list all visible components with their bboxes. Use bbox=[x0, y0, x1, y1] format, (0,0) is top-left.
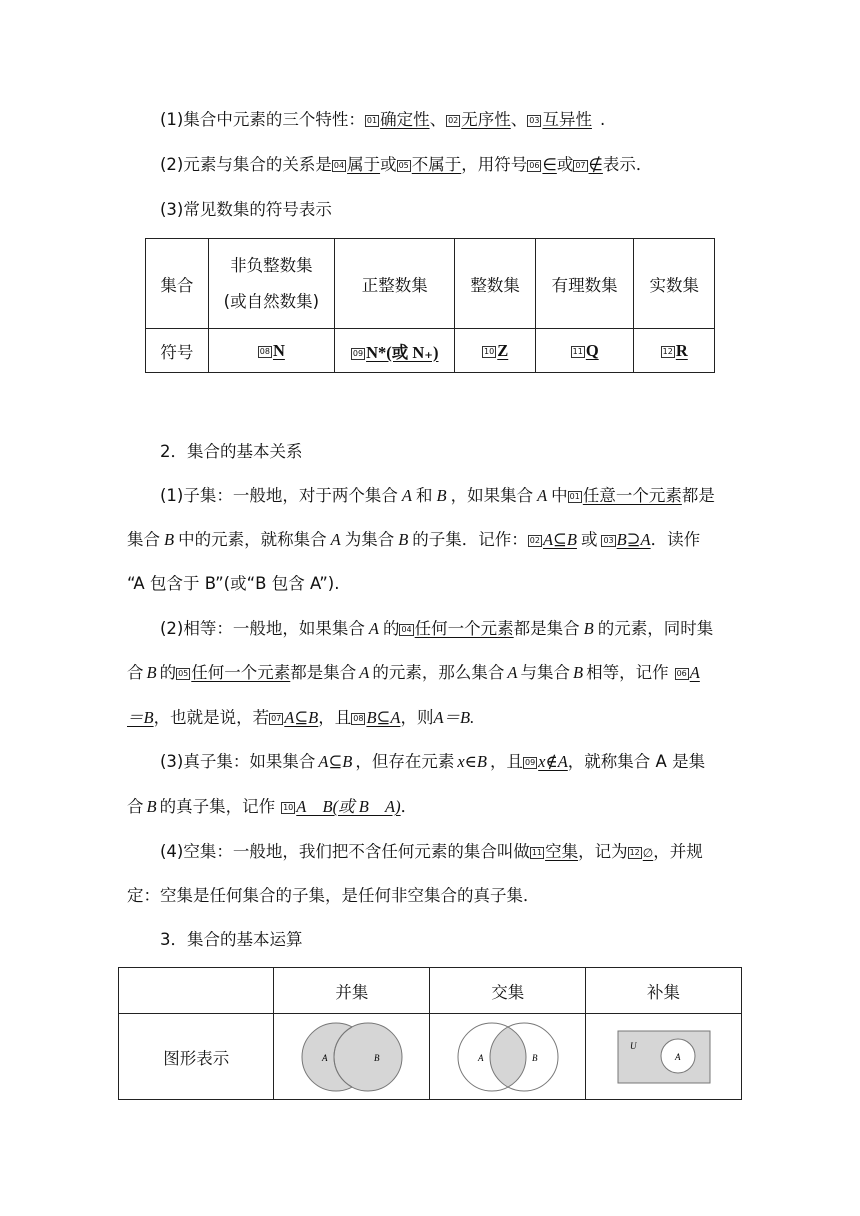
text: ，记为 bbox=[578, 842, 628, 861]
text: (1)集合中元素的三个特性： bbox=[160, 110, 365, 129]
row-label-set: 集合 bbox=[146, 239, 209, 329]
answer-empty-set: 空集 bbox=[545, 842, 579, 861]
table-row bbox=[146, 329, 715, 373]
label-b: B bbox=[531, 1052, 538, 1063]
answer-any-element: 任何一个元素 bbox=[191, 663, 291, 682]
answer-certainty: 确定性 bbox=[380, 110, 430, 129]
marker-09: 09 bbox=[524, 758, 536, 767]
section-title-relations: 2．集合的基本关系 bbox=[160, 442, 303, 461]
text: (2)相等：一般地，如果集合 bbox=[160, 619, 365, 638]
text: 相等，记作 bbox=[586, 663, 669, 682]
equality-line-2 bbox=[127, 661, 700, 685]
union-diagram-cell bbox=[274, 1014, 430, 1100]
symbol-not-in: ∉ bbox=[588, 155, 603, 174]
union-venn-diagram bbox=[292, 1019, 412, 1095]
set-properties-line bbox=[160, 108, 605, 132]
marker-11: 11 bbox=[531, 848, 543, 857]
table-row bbox=[119, 968, 742, 1014]
symbol-cell bbox=[535, 329, 633, 373]
answer-x-not-in-a: x∉A bbox=[538, 752, 568, 771]
text: ，则 bbox=[400, 708, 434, 727]
text: 中 bbox=[551, 486, 568, 505]
marker-02: 02 bbox=[529, 536, 540, 545]
symbol-cell bbox=[455, 329, 536, 373]
text: 的元素，那么集合 bbox=[372, 663, 505, 682]
subset-reading: “A 包含于 B”(或“B 包含 A”). bbox=[127, 574, 340, 593]
text: ，且 bbox=[318, 708, 352, 727]
answer-not-belongs: 不属于 bbox=[411, 155, 462, 174]
var: B bbox=[146, 663, 157, 682]
symbol-cell bbox=[335, 329, 455, 373]
header-line: (或自然数集) bbox=[223, 291, 320, 311]
answer-belongs: 属于 bbox=[347, 155, 381, 174]
symbol-in: ∈ bbox=[542, 155, 557, 174]
marker-02: 02 bbox=[448, 116, 459, 125]
marker-01: 01 bbox=[366, 116, 378, 125]
marker-12: 12 bbox=[662, 346, 673, 356]
answer-b-subset-a: B⊆A bbox=[366, 708, 401, 727]
header-empty bbox=[119, 968, 274, 1014]
marker-05: 05 bbox=[398, 161, 409, 170]
header-positive-integers: 正整数集 bbox=[335, 239, 455, 329]
marker-03: 03 bbox=[603, 536, 614, 545]
text: 集合 bbox=[127, 530, 160, 549]
symbol-z: Z bbox=[497, 340, 509, 360]
marker-04: 04 bbox=[333, 161, 345, 170]
symbol-cell bbox=[634, 329, 715, 373]
var: A bbox=[359, 663, 370, 682]
answer-proper-subset: A B(或 B A) bbox=[296, 797, 401, 816]
header-reals: 实数集 bbox=[634, 239, 715, 329]
var: B bbox=[572, 663, 584, 682]
text: 和 bbox=[415, 486, 433, 505]
header-union: 并集 bbox=[274, 968, 430, 1014]
text: ，并规 bbox=[653, 842, 703, 861]
answer-equals-b: ＝B bbox=[127, 708, 154, 727]
answer-any-element: 任意一个元素 bbox=[582, 486, 682, 505]
text: ，也就是说，若 bbox=[153, 708, 270, 727]
label-u: U bbox=[629, 1040, 637, 1051]
answer-unordered: 无序性 bbox=[461, 110, 511, 129]
symbol-empty-set: ∅ bbox=[642, 846, 654, 860]
marker-01: 01 bbox=[569, 492, 580, 501]
var: A bbox=[368, 619, 379, 638]
text: 表示． bbox=[602, 155, 653, 174]
text: ． bbox=[400, 797, 418, 816]
equality-line-1 bbox=[160, 617, 713, 641]
answer-a-subset-b: A⊆B bbox=[542, 530, 577, 549]
text: (3)真子集：如果集合 bbox=[160, 752, 316, 771]
var: B bbox=[436, 486, 447, 505]
var: B bbox=[146, 797, 157, 816]
proper-subset-line-2 bbox=[127, 795, 417, 819]
expr: x∈B bbox=[457, 752, 487, 771]
marker-06: 06 bbox=[676, 669, 687, 678]
set-operations-table bbox=[118, 967, 742, 1100]
symbol-cell bbox=[208, 329, 334, 373]
header-integers: 整数集 bbox=[455, 239, 536, 329]
text: ．读作 bbox=[650, 530, 701, 549]
text: ，且 bbox=[489, 752, 523, 771]
marker-06: 06 bbox=[529, 161, 540, 170]
text: 与集合 bbox=[520, 663, 570, 682]
text: 的子集．记作： bbox=[412, 530, 528, 549]
text: (1)子集：一般地，对于两个集合 bbox=[160, 486, 398, 505]
marker-08: 08 bbox=[259, 346, 270, 356]
var: B bbox=[164, 530, 175, 549]
row-label-diagram: 图形表示 bbox=[119, 1014, 274, 1100]
text: 的 bbox=[159, 663, 177, 682]
header-complement: 补集 bbox=[586, 968, 742, 1014]
var: B bbox=[398, 530, 409, 549]
text: (2)元素与集合的关系是 bbox=[160, 155, 332, 174]
intersection-venn-diagram bbox=[448, 1019, 568, 1095]
answer-a: A bbox=[689, 663, 700, 682]
text: 或 bbox=[556, 155, 574, 174]
symbol-n-star: N*(或 N₊) bbox=[366, 342, 439, 362]
text: 中的元素，就称集合 bbox=[178, 530, 327, 549]
marker-05: 05 bbox=[178, 669, 189, 678]
text: 都是集合 bbox=[290, 663, 357, 682]
marker-09: 09 bbox=[352, 348, 364, 358]
complement-diagram-cell bbox=[586, 1014, 742, 1100]
header-rationals: 有理数集 bbox=[535, 239, 633, 329]
text: 或 bbox=[380, 155, 397, 174]
marker-10: 10 bbox=[283, 803, 294, 812]
text: ，但存在元素 bbox=[355, 752, 455, 771]
element-relation-line bbox=[160, 153, 652, 177]
text: 为集合 bbox=[344, 530, 395, 549]
text: (4)空集：一般地，我们把不含任何元素的集合叫做 bbox=[160, 842, 530, 861]
answer-b-superset-a: B⊇A bbox=[616, 530, 651, 549]
text: 的 bbox=[382, 619, 400, 638]
marker-04: 04 bbox=[401, 625, 412, 634]
header-line: 非负整数集 bbox=[230, 255, 313, 275]
marker-03: 03 bbox=[529, 116, 540, 125]
equality-line-3 bbox=[127, 706, 474, 730]
var: A bbox=[507, 663, 518, 682]
empty-set-line-2: 定：空集是任何集合的子集，是任何非空集合的真子集． bbox=[127, 886, 540, 905]
subset-line-2 bbox=[127, 528, 700, 552]
var: A bbox=[401, 486, 412, 505]
row-label-symbol: 符号 bbox=[146, 329, 209, 373]
text: 、 bbox=[510, 110, 528, 129]
header-natural-numbers bbox=[208, 239, 334, 329]
subset-line-1 bbox=[160, 484, 715, 508]
marker-12: 12 bbox=[629, 848, 640, 857]
header-intersection: 交集 bbox=[430, 968, 586, 1014]
text: 合 bbox=[127, 663, 144, 682]
marker-10: 10 bbox=[484, 346, 495, 356]
symbol-n: N bbox=[272, 340, 285, 360]
text: 都是 bbox=[681, 486, 715, 505]
number-sets-heading: (3)常见数集的符号表示 bbox=[160, 200, 332, 219]
answer-a-subset-b: A⊆B bbox=[284, 708, 319, 727]
var: A bbox=[330, 530, 341, 549]
label-b: B bbox=[373, 1052, 380, 1063]
text: ，用符号 bbox=[461, 155, 528, 174]
label-a: A bbox=[321, 1052, 328, 1063]
marker-11: 11 bbox=[572, 346, 583, 356]
label-a: A bbox=[477, 1052, 484, 1063]
answer-any-element: 任何一个元素 bbox=[414, 619, 514, 638]
marker-07: 07 bbox=[575, 161, 586, 170]
symbol-q: Q bbox=[585, 340, 599, 360]
section-title-operations: 3．集合的基本运算 bbox=[160, 930, 303, 949]
text: 都是集合 bbox=[513, 619, 580, 638]
proper-subset-line-1 bbox=[160, 750, 705, 774]
expr: A⊆B bbox=[318, 752, 353, 771]
text: 的元素，同时集 bbox=[597, 619, 714, 638]
text: ，就称集合 A 是集 bbox=[567, 752, 706, 771]
marker-08: 08 bbox=[353, 714, 364, 723]
text: ，如果集合 bbox=[450, 486, 534, 505]
label-a: A bbox=[674, 1051, 681, 1062]
text: 的真子集，记作 bbox=[159, 797, 276, 816]
empty-set-line-1 bbox=[160, 840, 703, 865]
text: 合 bbox=[127, 797, 144, 816]
text: 、 bbox=[429, 110, 447, 129]
intersection-diagram-cell bbox=[430, 1014, 586, 1100]
number-sets-table bbox=[145, 238, 715, 373]
table-row bbox=[119, 1014, 742, 1100]
marker-07: 07 bbox=[271, 714, 282, 723]
text: . bbox=[599, 110, 606, 129]
text: 或 bbox=[580, 530, 598, 549]
complement-venn-diagram bbox=[604, 1019, 724, 1095]
var: B bbox=[583, 619, 594, 638]
symbol-r: R bbox=[675, 340, 688, 360]
answer-distinct: 互异性 bbox=[542, 110, 592, 129]
var: A bbox=[537, 486, 548, 505]
table-row bbox=[146, 239, 715, 329]
conclusion: A＝B. bbox=[433, 708, 475, 727]
